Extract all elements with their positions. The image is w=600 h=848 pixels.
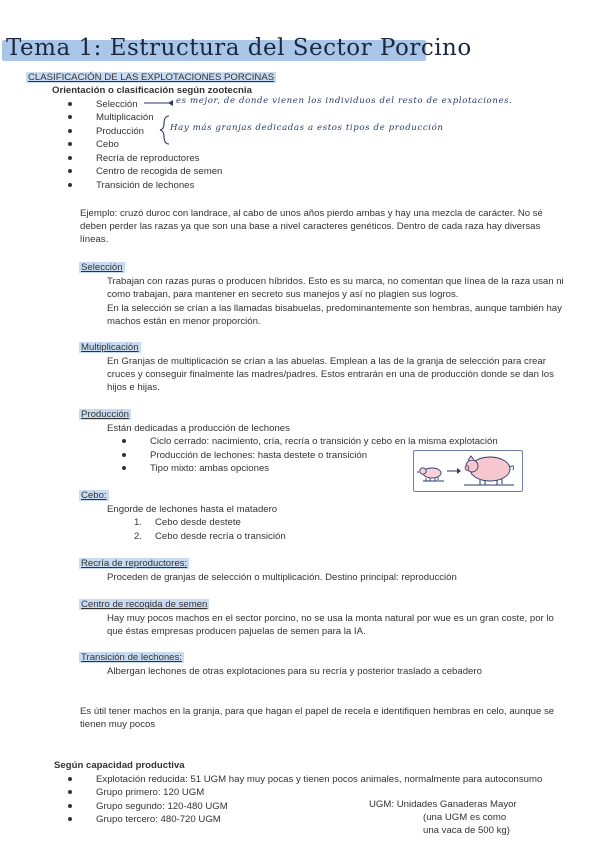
- multiplicacion-heading: Multiplicación: [81, 342, 139, 353]
- list-item: Grupo segundo: 120-480 UGM: [96, 801, 228, 812]
- list-item: Producción: [96, 126, 144, 137]
- list-item: Grupo primero: 120 UGM: [96, 787, 205, 798]
- centro-heading: Centro de recogida de semen: [81, 599, 208, 610]
- transicion-heading: Transición de lechones:: [81, 652, 182, 663]
- list-item: Grupo tercero: 480-720 UGM: [96, 814, 221, 825]
- seleccion-paragraph: En la selección se crían a las llamadas bisabuelas, predominantemente son hembras, aunque también hay machos están en menor proporción.: [107, 303, 562, 327]
- list-item: Transición de lechones: [96, 180, 195, 191]
- list-item: Producción de lechones: hasta destete o transición: [150, 450, 368, 461]
- centro-paragraph: Hay muy pocos machos en el sector porcino, no se usa la monta natural por wue es un gran coste, por lo que éstas empresas producen pajuelas de semen para la IA.: [107, 613, 554, 637]
- machos-note: Es útil tener machos en la granja, para que hagan el papel de recela e identifiquen hembras en celo, aunque se tienen muy pocos: [80, 706, 555, 730]
- section-subheading: Orientación o clasificación según zootecnia: [52, 85, 252, 96]
- numbered-item-text: Cebo desde destete: [155, 517, 241, 528]
- page-title: Tema 1: Estructura del Sector Porcino: [6, 35, 472, 61]
- capacidad-heading: Según capacidad productiva: [54, 760, 185, 771]
- list-item: Recría de reproductores: [96, 153, 200, 164]
- list-item: Selección: [96, 99, 138, 110]
- piglet-icon: [417, 468, 444, 481]
- list-item: Multiplicación: [96, 112, 154, 123]
- list-item: Ciclo cerrado: nacimiento, cría, recría o transición y cebo en la misma explotación: [150, 436, 498, 447]
- ugm-definition: (una UGM es como: [423, 812, 507, 823]
- seleccion-heading: Selección: [81, 262, 123, 273]
- section-heading: CLASIFICACIÓN DE LAS EXPLOTACIONES PORCINAS: [28, 72, 275, 83]
- transicion-paragraph: Albergan lechones de otras explotaciones para su recría y posterior traslado a cebadero: [107, 666, 482, 677]
- produccion-heading: Producción: [81, 409, 129, 420]
- example-paragraph: Ejemplo: cruzó duroc con landrace, al cabo de unos años pierdo ambas y hay una mezcla de carácter. No sé deben perder las razas ya que son una base a nivel caracteres genéticos. Dentro de cada raza hay diversas líneas.: [80, 208, 543, 245]
- arrow-right-icon: [447, 468, 461, 474]
- handwritten-note: Hay más granjas dedicadas a estos tipos de producción: [170, 123, 444, 133]
- recria-heading: Recría de reproductores:: [81, 558, 188, 569]
- list-item: Explotación reducida: 51 UGM hay muy pocas y tienen pocos animales, normalmente para autoconsumo: [96, 774, 543, 785]
- pig-icon: [464, 456, 514, 485]
- ugm-definition: UGM: Unidades Ganaderas Mayor: [369, 799, 517, 810]
- numbered-item-num: 1.: [134, 517, 143, 528]
- ugm-definition: una vaca de 500 kg): [423, 825, 510, 836]
- seleccion-paragraph: Trabajan con razas puras o producen híbridos. Esto es su marca, no comentan que línea de la raza usan ni como trabajan, para mantener en secreto sus manejos y así no plagien sus logros.: [107, 276, 564, 300]
- list-item: Cebo: [96, 139, 119, 150]
- produccion-intro: Están dedicadas a producción de lechones: [107, 423, 290, 434]
- list-item: Centro de recogida de semen: [96, 166, 223, 177]
- cebo-intro: Engorde de lechones hasta el matadero: [107, 504, 278, 515]
- numbered-item-num: 2.: [134, 531, 143, 542]
- handwritten-note: es mejor, de donde vienen los individuos del resto de explotaciones.: [176, 96, 513, 106]
- recria-paragraph: Proceden de granjas de selección o multiplicación. Destino principal: reproducción: [107, 572, 457, 583]
- numbered-item-text: Cebo desde recría o transición: [155, 531, 286, 542]
- pig-illustration: [413, 450, 523, 492]
- multiplicacion-paragraph: En Granjas de multiplicación se crían a las abuelas. Emplean a las de la granja de selección para crear cruces y conseguir finalmente las madres/padres. Estos entrarán en una de producción donde se dan los hijos e hijas.: [107, 356, 554, 393]
- list-item: Tipo mixto: ambas opciones: [150, 463, 270, 474]
- cebo-heading: Cebo:: [81, 490, 107, 501]
